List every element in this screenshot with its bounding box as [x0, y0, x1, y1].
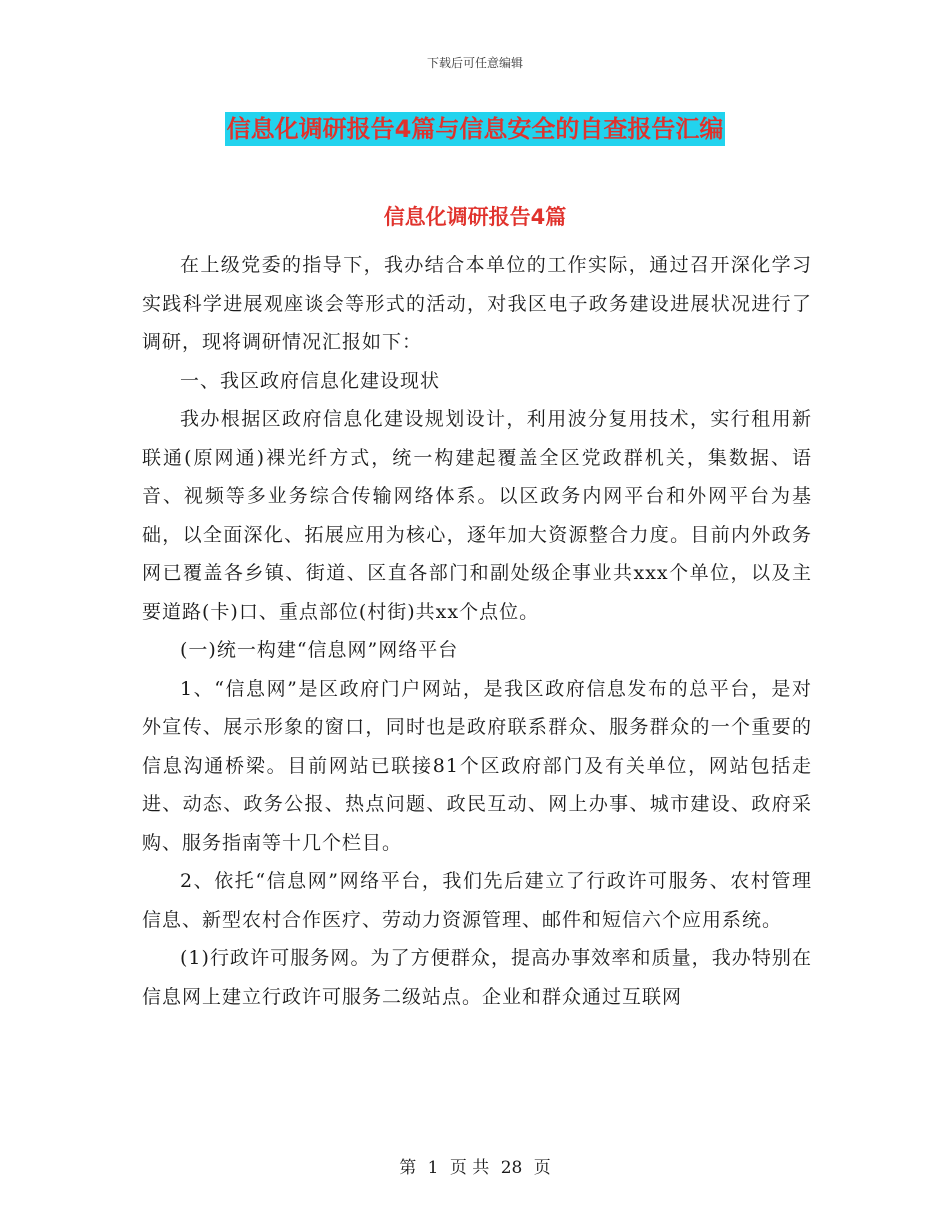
main-title-container: [0, 112, 950, 146]
section-title: 信息化调研报告4篇: [383, 205, 567, 229]
main-title: 信息化调研报告4篇与信息安全的自查报告汇编: [225, 112, 726, 146]
paragraph-item-1: 1、“信息网”是区政府门户网站，是我区政府信息发布的总平台，是对外宣传、展示形象的窗口，同时也是政府联系群众、服务群众的一个重要的信息沟通桥梁。目前网站已联接81个区政府部门及有关单位，网站包括走进、动态、政务公报、热点问题、政民互动、网上办事、城市建设、政府采购、服务指南等十几个栏目。: [142, 677, 812, 854]
page-prefix: 第: [399, 1158, 417, 1178]
page-current: 1: [427, 1158, 439, 1178]
heading-subsection-one: (一)统一构建“信息网”网络平台: [180, 639, 459, 661]
document-body: [142, 246, 812, 1016]
page-mid: 页 共: [449, 1158, 490, 1178]
page-header-note: 下载后可任意编辑: [426, 56, 523, 70]
paragraph-item-2-1: (1)行政许可服务网。为了方便群众，提高办事效率和质量，我办特别在信息网上建立行政许可服务二级站点。企业和群众通过互联网: [142, 947, 812, 1008]
paragraph-network-overview: 我办根据区政府信息化建设规划设计，利用波分复用技术，实行租用新联通(原网通)裸光纤方式，统一构建起覆盖全区党政群机关，集数据、语音、视频等多业务综合传输网络体系。以区政务内网平台和外网平台为基础，以全面深化、拓展应用为核心，逐年加大资源整合力度。目前内外政务网已覆盖各乡镇、街道、区直各部门和副处级企事业共xxx个单位，以及主要道路(卡)口、重点部位(村街)共xx个点位。: [142, 408, 812, 623]
page-total: 28: [500, 1158, 523, 1178]
heading-section-one: 一、我区政府信息化建设现状: [180, 369, 441, 392]
paragraph-item-2: 2、依托“信息网”网络平台，我们先后建立了行政许可服务、农村管理信息、新型农村合作医疗、劳动力资源管理、邮件和短信六个应用系统。: [142, 870, 812, 931]
page-suffix: 页: [533, 1158, 551, 1178]
paragraph-intro: 在上级党委的指导下，我办结合本单位的工作实际，通过召开深化学习实践科学进展观座谈会等形式的活动，对我区电子政务建设进展状况进行了调研，现将调研情况汇报如下：: [142, 254, 812, 353]
page-footer: [0, 1153, 950, 1178]
